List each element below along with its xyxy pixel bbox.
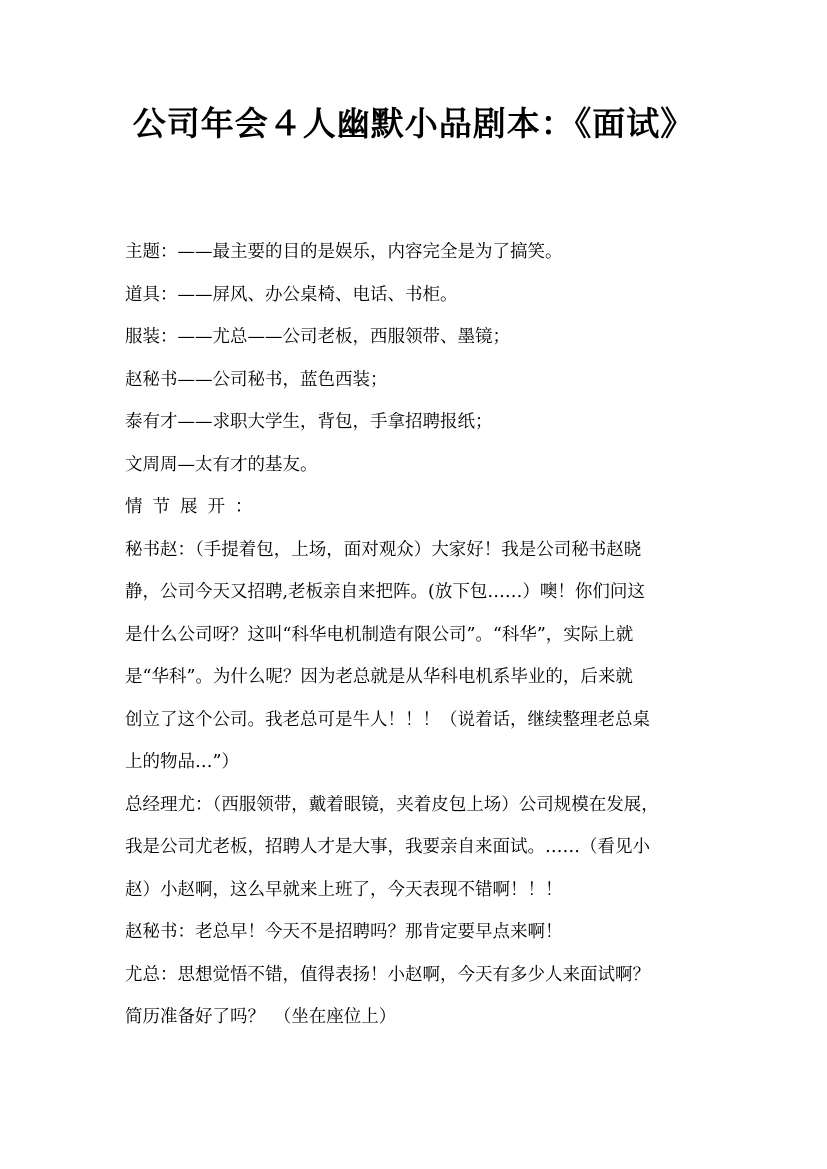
- dialogue-line: 简历准备好了吗？ （坐在座位上）: [125, 1007, 397, 1027]
- dialogue-line: 总经理尤：（西服领带，戴着眼镜，夹着皮包上场）公司规模在发展，: [125, 794, 659, 815]
- character-line: 赵秘书——公司秘书，蓝色西装；: [125, 369, 388, 390]
- props-line: 道具：——屏风、办公桌椅、电话、书柜。: [125, 284, 458, 305]
- plot-heading: 情节展开：: [125, 497, 263, 517]
- dialogue-line: 秘书赵：（手提着包，上场，面对观众）大家好！我是公司秘书赵晓: [125, 539, 642, 560]
- character-line: 文周周—太有才的基友。: [125, 454, 318, 475]
- theme-line: 主题：——最主要的目的是娱乐，内容完全是为了搞笑。: [125, 242, 563, 262]
- page-title: 公司年会４人幽默小品剧本：《面试》: [132, 104, 695, 143]
- script-body: [125, 231, 720, 1039]
- costume-line: 服装：——尤总——公司老板，西服领带、墨镜；: [125, 327, 510, 347]
- dialogue-line: 我是公司尤老板，招聘人才是大事，我要亲自来面试。……（看见小: [125, 837, 650, 857]
- character-line: 泰有才——求职大学生，背包，手拿招聘报纸；: [125, 412, 493, 432]
- dialogue-line: 静，公司今天又招聘,老板亲自来把阵。(放下包……）噢！你们问这: [125, 582, 645, 602]
- dialogue-line: 赵）小赵啊，这么早就来上班了，今天表现不错啊！！！: [125, 879, 563, 900]
- dialogue-line: 上的物品…”）: [125, 752, 239, 772]
- dialogue-line: 赵秘书：老总早！今天不是招聘吗？那肯定要早点来啊！: [125, 922, 563, 942]
- dialogue-line: 是“华科”。为什么呢？因为老总就是从华科电机系毕业的，后来就: [125, 667, 633, 687]
- dialogue-line: 尤总：思想觉悟不错，值得表扬！小赵啊，今天有多少人来面试啊？: [125, 964, 650, 985]
- dialogue-line: 是什么公司呀？这叫“科华电机制造有限公司”。“科华”，实际上就: [125, 624, 634, 645]
- dialogue-line: 创立了这个公司。我老总可是牛人！！！（说着话，继续整理老总桌: [125, 709, 650, 730]
